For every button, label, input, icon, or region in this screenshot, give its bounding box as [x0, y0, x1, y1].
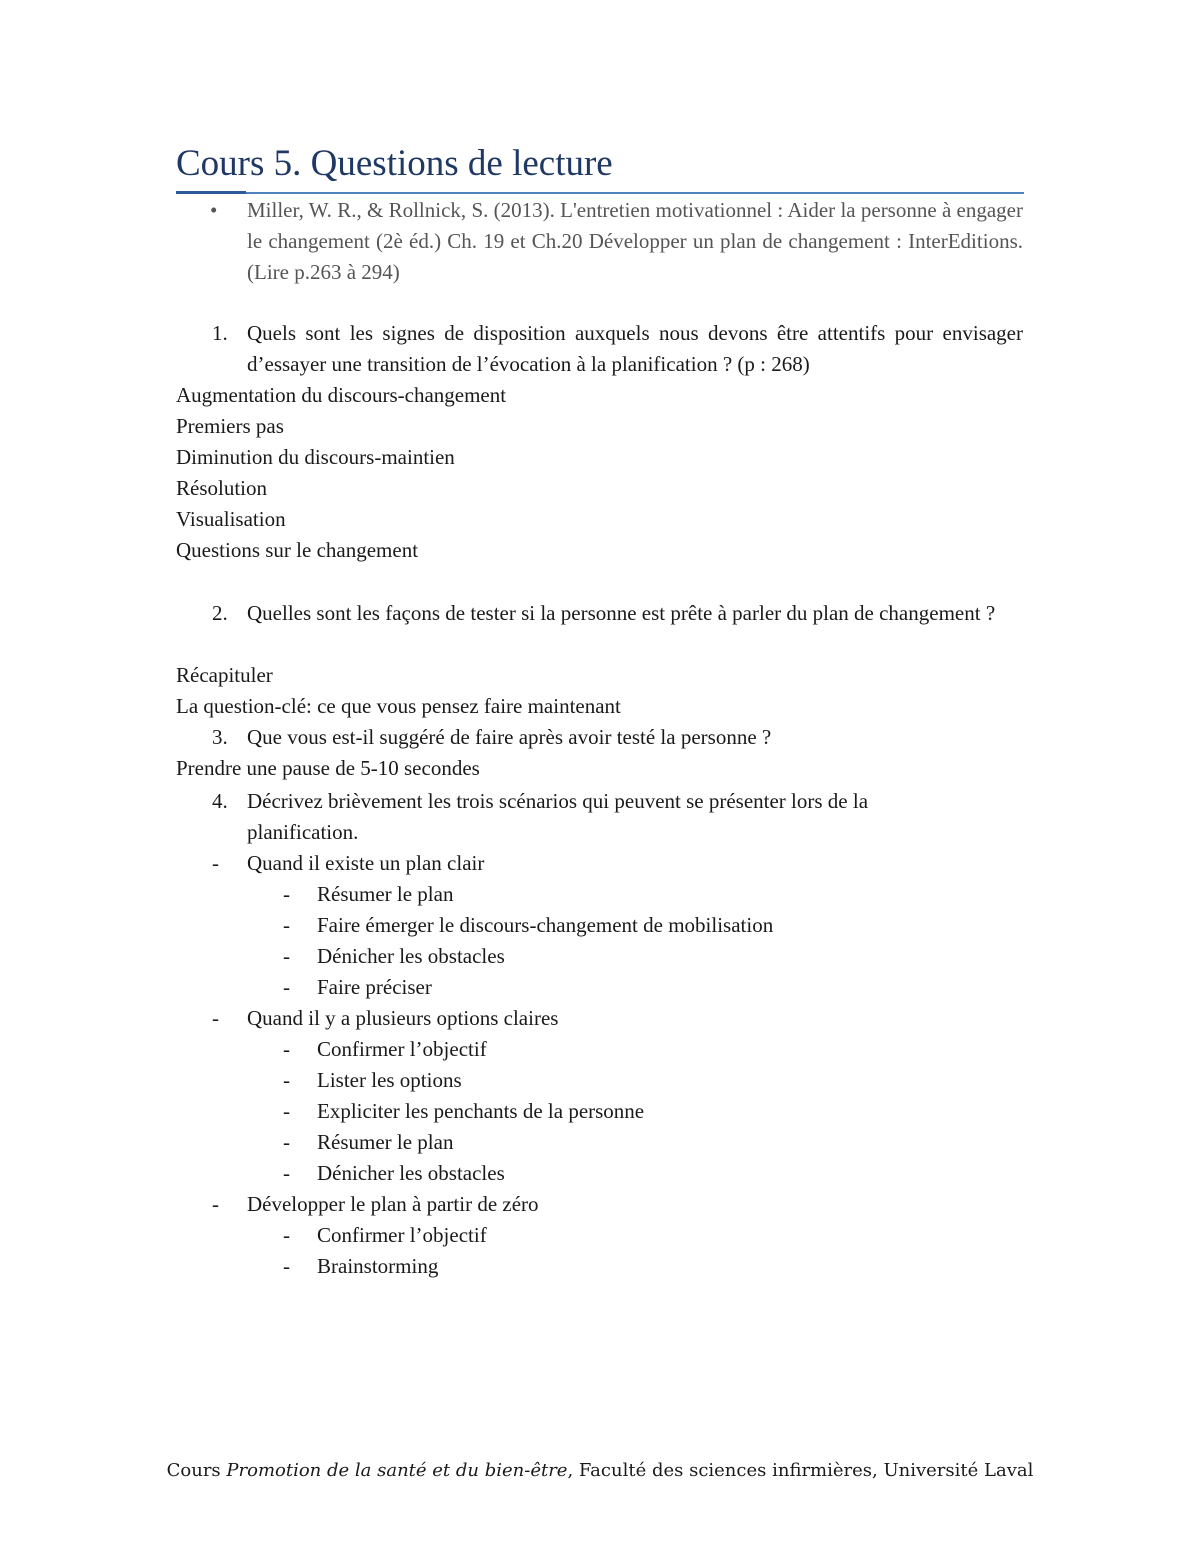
scenario-step: Dénicher les obstacles [317, 1161, 505, 1185]
answer-1-item: Visualisation [176, 507, 286, 531]
title-underline [176, 192, 1024, 194]
scenario-dash: - [212, 1006, 219, 1030]
scenario-dash: - [212, 1192, 219, 1216]
page-title: Cours 5. Questions de lecture [176, 143, 613, 184]
step-dash: - [283, 1068, 290, 1092]
footer-suffix: , Faculté des sciences infirmières, Université Laval [567, 1460, 1034, 1481]
answer-1-item: Questions sur le changement [176, 538, 419, 562]
question-2-number: 2. [212, 601, 228, 625]
step-dash: - [283, 1254, 290, 1278]
answer-2-item: Récapituler [176, 663, 273, 687]
step-dash: - [283, 882, 290, 906]
reference-bullet: • [210, 198, 218, 222]
step-dash: - [283, 1130, 290, 1154]
question-4-number: 4. [212, 789, 228, 813]
step-dash: - [283, 1037, 290, 1061]
scenario-3-label: Développer le plan à partir de zéro [247, 1192, 539, 1216]
question-2-text: Quelles sont les façons de tester si la personne est prête à parler du plan de changement ? [247, 601, 996, 625]
scenario-step: Résumer le plan [317, 1130, 454, 1154]
answer-1-item: Diminution du discours-maintien [176, 445, 455, 469]
footer-course-name: Promotion de la santé et du bien-être [226, 1460, 568, 1481]
step-dash: - [283, 975, 290, 999]
answer-1-item: Résolution [176, 476, 268, 500]
reference-text: Miller, W. R., & Rollnick, S. (2013). L'entretien motivationnel : Aider la personne à engager le changement (2è éd.) Ch. 19 et Ch.20 Développer un plan de changement : InterEditions. (Lire p.263 à 294) [247, 198, 1023, 284]
scenario-step: Faire préciser [317, 975, 432, 999]
scenario-step: Lister les options [317, 1068, 462, 1092]
scenario-step: Brainstorming [317, 1254, 439, 1278]
answer-1-item: Premiers pas [176, 414, 284, 438]
scenario-step: Confirmer l’objectif [317, 1037, 487, 1061]
title-underline-accent [176, 191, 246, 194]
scenario-2-label: Quand il y a plusieurs options claires [247, 1006, 559, 1030]
page-footer [0, 1458, 1200, 1484]
scenario-step: Faire émerger le discours-changement de mobilisation [317, 913, 774, 937]
scenario-step: Confirmer l’objectif [317, 1223, 487, 1247]
step-dash: - [283, 944, 290, 968]
scenario-dash: - [212, 851, 219, 875]
scenario-step: Expliciter les penchants de la personne [317, 1099, 645, 1123]
question-3-number: 3. [212, 725, 228, 749]
question-1-text: Quels sont les signes de disposition auxquels nous devons être attentifs pour envisager d’essayer une transition de l’évocation à la planification ? (p : 268) [247, 321, 1023, 376]
answer-1-item: Augmentation du discours-changement [176, 383, 507, 407]
scenario-step: Dénicher les obstacles [317, 944, 505, 968]
scenario-step: Résumer le plan [317, 882, 454, 906]
question-1-number: 1. [212, 321, 228, 345]
scenario-1-label: Quand il existe un plan clair [247, 851, 485, 875]
question-3-text: Que vous est-il suggéré de faire après avoir testé la personne ? [247, 725, 772, 749]
answer-2-item: La question-clé: ce que vous pensez faire maintenant [176, 694, 621, 718]
question-4-text: Décrivez brièvement les trois scénarios qui peuvent se présenter lors de la planification. [247, 789, 869, 844]
step-dash: - [283, 1099, 290, 1123]
step-dash: - [283, 913, 290, 937]
step-dash: - [283, 1223, 290, 1247]
answer-3: Prendre une pause de 5-10 secondes [176, 756, 480, 780]
footer-prefix: Cours [166, 1460, 227, 1481]
step-dash: - [283, 1161, 290, 1185]
